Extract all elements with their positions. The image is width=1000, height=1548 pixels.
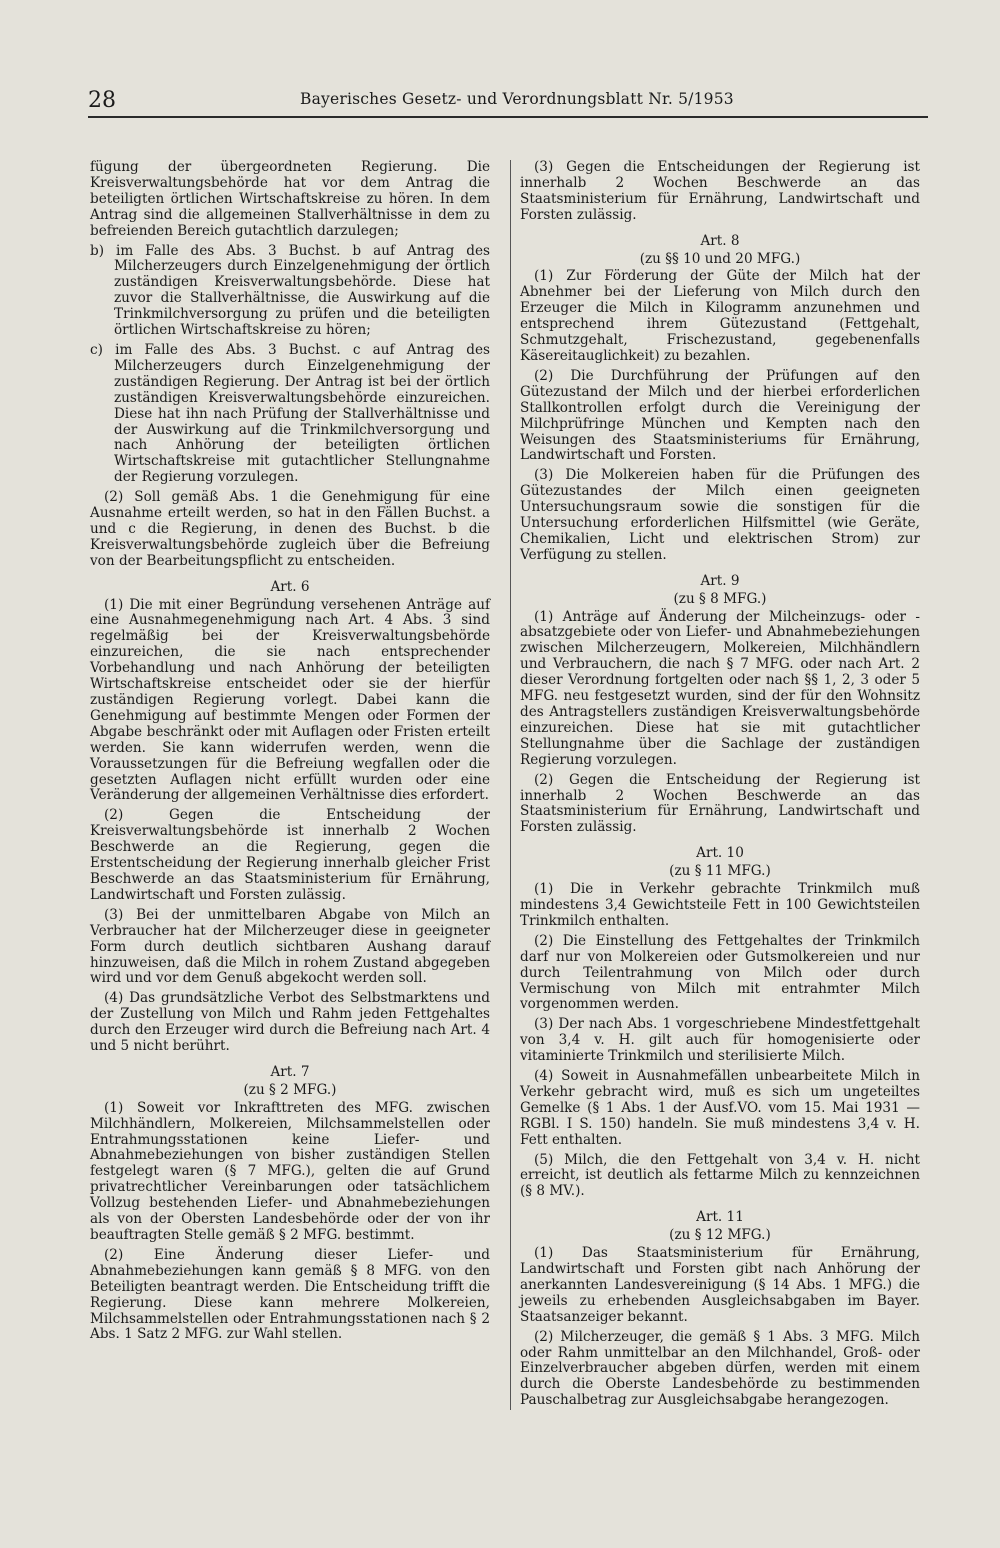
- paragraph: (2) Milcherzeuger, die gemäß § 1 Abs. 3 MFG. Milch oder Rahm unmittelbar an den Milchhandel, Groß- oder Einzelverbraucher abgeben dürfen, werden mit einem durch die Oberste Landesbehörde zu bestimmenden Pauschalbetrag zur Ausgleichsabgabe herangezogen.: [520, 1328, 920, 1409]
- paragraph: (4) Das grundsätzliche Verbot des Selbstmarktens und der Zustellung von Milch und Rahm jeden Fettgehaltes durch den Erzeuger wird durch die Befreiung nach Art. 4 und 5 nicht berührt.: [90, 990, 490, 1055]
- paragraph: (4) Soweit in Ausnahmefällen unbearbeitete Milch in Verkehr gebracht wird, muß es sich um ungeteiltes Gemelke (§ 1 Abs. 1 der Ausf.VO. vom 15. Mai 1931 — RGBl. I S. 150) handeln. Sie muß mindestens 3,4 v. H. Fett enthalten.: [520, 1068, 920, 1148]
- article-heading: Art. 7: [270, 1063, 310, 1080]
- paragraph: (2) Soll gemäß Abs. 1 die Genehmigung für eine Ausnahme erteilt werden, so hat in den Fällen Buchst. a und c die Regierung, in denen des Buchst. b die Kreisverwaltungsbehörde zugleich über die Befreiung von der Bearbeitungspflicht zu entscheiden.: [90, 489, 490, 569]
- article-reference: (zu § 2 MFG.): [243, 1081, 337, 1098]
- paragraph: (1) Die mit einer Begründung versehenen Anträge auf eine Ausnahmegenehmigung nach Art. 4 Abs. 3 sind regelmäßig bei der Kreisverwaltungsbehörde einzureichen, die sie nach entsprechender Vorbehandlung und nach Anhörung der beteiligten Wirtschaftskreise entscheidet oder sie der hierfür zuständigen Regierung vorlegt. Dabei kann die Genehmigung auf bestimmte Mengen oder Formen der Abgabe beschränkt oder mit Auflagen oder Fristen erteilt werden. Sie kann widerrufen werden, wenn die Voraussetzungen für die Befreiung wegfallen oder die gesetzten Auflagen nicht erfüllt wurden oder eine Veränderung der allgemeinen Verhältnisse dies erfordert.: [90, 596, 490, 804]
- article-reference: (zu § 12 MFG.): [669, 1227, 771, 1244]
- paragraph: (3) Gegen die Entscheidungen der Regierung ist innerhalb 2 Wochen Beschwerde an das Staatsministerium für Ernährung, Landwirtschaft und Forsten zulässig.: [520, 159, 920, 223]
- list-item-b: b) im Falle des Abs. 3 Buchst. b auf Antrag des Milcherzeugers durch Einzelgenehmigung der örtlich zuständigen Kreisverwaltungsbehörde. Diese hat zuvor die Stallverhältnisse, die Auswirkung auf die Trinkmilchversorgung zu prüfen und die beteiligten örtlichen Wirtschaftskreise zu hören;: [90, 242, 490, 339]
- paragraph: (2) Eine Änderung dieser Liefer- und Abnahmebeziehungen kann gemäß § 8 MFG. von den Beteiligten beantragt werden. Die Entscheidung trifft die Regierung. Diese kann mehrere Molkereien, Milchsammelstellen oder Entrahmungsstationen nach § 2 Abs. 1 Satz 2 MFG. zur Wahl stellen.: [90, 1246, 490, 1343]
- paragraph: (1) Zur Förderung der Güte der Milch hat der Abnehmer bei der Lieferung von Milch durch den Erzeuger die Milch in Kilogramm anzunehmen und entsprechend ihrem Gütezustand (Fettgehalt, Schmutzgehalt, Frischezustand, gegebenenfalls Käsereitauglichkeit) zu bezahlen.: [520, 268, 920, 364]
- article-reference: (zu §§ 10 und 20 MFG.): [639, 250, 801, 267]
- paragraph: (2) Die Durchführung der Prüfungen auf den Gütezustand der Milch und der hierbei erforderlichen Stallkontrollen erfolgt durch die Vereinigung der Milchprüfringe München und Kempten nach den Weisungen des Staatsministeriums für Ernährung, Landwirtschaft und Forsten.: [520, 367, 920, 464]
- paragraph: (1) Anträge auf Änderung der Milcheinzugs- oder -absatzgebiete oder von Liefer- und Abnahmebeziehungen zwischen Milcherzeugern, Molkereien, Milchhändlern und Verbrauchern, die nach § 7 MFG. oder nach Art. 2 dieser Verordnung fortgelten oder nach §§ 1, 2, 3 oder 5 MFG. neu festgesetzt wurden, sind der für den Wohnsitz des Antragstellers zuständigen Kreisverwaltungsbehörde einzureichen. Diese hat sie mit gutachtlicher Stellungnahme über die Sachlage der zuständigen Regierung vorzulegen.: [520, 608, 920, 768]
- paragraph: (3) Bei der unmittelbaren Abgabe von Milch an Verbraucher hat der Milcherzeuger diese in geeigneter Form durch deutlich sichtbaren Aushang darauf hinzuweisen, daß die Milch in rohem Zustand abgegeben wird und vor dem Genuß abgekocht werden soll.: [90, 906, 490, 987]
- left-column: [90, 160, 490, 1347]
- paragraph: (2) Gegen die Entscheidung der Regierung ist innerhalb 2 Wochen Beschwerde an das Staatsministerium für Ernährung, Landwirtschaft und Forsten zulässig.: [520, 771, 920, 836]
- article-heading: Art. 10: [696, 845, 744, 862]
- article-heading: Art. 11: [696, 1209, 744, 1226]
- paragraph: (1) Die in Verkehr gebrachte Trinkmilch muß mindestens 3,4 Gewichtsteile Fett in 100 Gewichtsteilen Trinkmilch enthalten.: [520, 881, 920, 929]
- header-title: Bayerisches Gesetz- und Verordnungsblatt Nr. 5/1953: [300, 90, 734, 108]
- article-heading: Art. 8: [700, 232, 740, 249]
- paragraph: (5) Milch, die den Fettgehalt von 3,4 v. H. nicht erreicht, ist deutlich als fettarme Milch zu kennzeichnen (§ 8 MV.).: [520, 1151, 920, 1200]
- paragraph: (1) Das Staatsministerium für Ernährung, Landwirtschaft und Forsten gibt nach Anhörung der anerkannten Landesvereinigung (§ 14 Abs. 1 MFG.) die jeweils zu erhebenden Ausgleichsabgaben im Bayer. Staatsanzeiger bekannt.: [520, 1245, 920, 1325]
- paragraph: fügung der übergeordneten Regierung. Die Kreisverwaltungsbehörde hat vor dem Antrag die beteiligten örtlichen Wirtschaftskreise zu hören. In dem Antrag sind die allgemeinen Stallverhältnisse in dem zu befreienden Bereich gutachtlich darzulegen;: [90, 159, 490, 239]
- page-number: 28: [88, 88, 116, 113]
- column-divider: [510, 160, 511, 1410]
- paragraph: (2) Gegen die Entscheidung der Kreisverwaltungsbehörde ist innerhalb 2 Wochen Beschwerde an die Regierung, gegen die Erstentscheidung der Regierung innerhalb gleicher Frist Beschwerde an das Staatsministerium für Ernährung, Landwirtschaft und Forsten zulässig.: [90, 807, 490, 903]
- article-heading: Art. 9: [700, 572, 740, 589]
- list-item-c: c) im Falle des Abs. 3 Buchst. c auf Antrag des Milcherzeugers durch Einzelgenehmigung der zuständigen Regierung. Der Antrag ist bei der örtlich zuständigen Kreisverwaltungsbehörde einzureichen. Diese hat ihn nach Prüfung der Stallverhältnisse und der Auswirkung auf die Trinkmilchversorgung und nach Anhörung der beteiligten örtlichen Wirtschaftskreise mit gutachtlicher Stellungnahme der Regierung vorzulegen.: [90, 341, 490, 486]
- page-header: [88, 88, 928, 118]
- paragraph: (1) Soweit vor Inkrafttreten des MFG. zwischen Milchhändlern, Molkereien, Milchsammelstellen oder Entrahmungsstationen keine Liefer- und Abnahmebeziehungen von bisher zuständigen Stellen festgelegt waren (§ 7 MFG.), gelten die auf Grund privatrechtlicher Vereinbarungen oder tatsächlichem Vollzug bestehenden Liefer- und Abnahmebeziehungen als von der Obersten Landesbehörde oder der von ihr beauftragten Stelle gemäß § 2 MFG. bestimmt.: [90, 1099, 490, 1243]
- article-heading: Art. 6: [270, 578, 310, 595]
- right-column: [520, 160, 920, 1413]
- paragraph: (3) Die Molkereien haben für die Prüfungen des Gütezustandes der Milch einen geeigneten Untersuchungsraum sowie die sonstigen für die Untersuchung erforderlichen Hilfsmittel (wie Geräte, Chemikalien, Licht und elektrischen Strom) zur Verfügung zu stellen.: [520, 467, 920, 563]
- paragraph: (3) Der nach Abs. 1 vorgeschriebene Mindestfettgehalt von 3,4 v. H. gilt auch für homogenisierte oder vitaminierte Trinkmilch und sterilisierte Milch.: [520, 1016, 920, 1065]
- paragraph: (2) Die Einstellung des Fettgehaltes der Trinkmilch darf nur von Molkereien oder Gutsmolkereien und nur durch Teilentrahmung von Milch oder durch Vermischung von Milch mit entrahmter Milch vorgenommen werden.: [520, 932, 920, 1013]
- article-reference: (zu § 11 MFG.): [669, 863, 771, 880]
- article-reference: (zu § 8 MFG.): [673, 590, 767, 607]
